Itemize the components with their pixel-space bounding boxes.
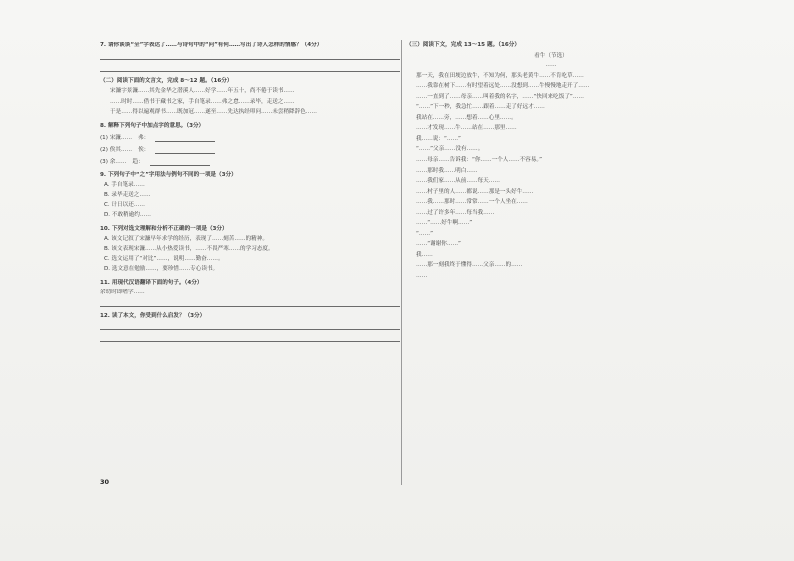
answer-blank[interactable]: [150, 158, 210, 166]
right-column: [406, 36, 696, 284]
define-ans: 弗：: [138, 134, 150, 141]
story-para: ……我们家……从前……每天……: [416, 178, 500, 185]
define-ans: 俟：: [138, 146, 150, 153]
story-author: ……: [545, 62, 557, 69]
option-d[interactable]: D. 选文意在勉励……，要珍惜……专心读书。: [104, 266, 219, 273]
question-12: 12. 读了本文，你受到什么启发？（3分）: [100, 312, 206, 319]
question-10: 10. 下列对选文理解和分析不正确的一项是（3分）: [100, 226, 228, 233]
story-para: ……那一刻我终于懂得……父亲……的……: [416, 262, 523, 269]
answer-blank[interactable]: [155, 146, 215, 154]
answer-line[interactable]: [100, 322, 400, 330]
option-c[interactable]: C. 计日以还……: [104, 202, 146, 209]
define-item: [100, 134, 400, 142]
story-para: ……村子里的人……都说……那是一头好牛……: [416, 188, 534, 195]
story-para: ……母亲……告诉我：“你……一个人……不容易。”: [416, 157, 543, 164]
option-b[interactable]: B. 该文表现宋濂……从小热爱读书，……不畏严寒……的学习态度。: [104, 246, 274, 253]
answer-line[interactable]: [100, 64, 400, 72]
story-title: 看牛（节选）: [534, 52, 568, 59]
define-item: [100, 158, 400, 166]
section-2-title: （二）阅读下面的文言文，完成 8～12 题。（16分）: [100, 77, 233, 84]
passage-line: 宋濂字景濂……其先金华之潜溪人……好学……年五十，尚不倦于读书……: [110, 88, 295, 95]
question-8: 8. 解释下列句子中加点字的意思。（3分）: [100, 122, 205, 129]
define-ans: 趋：: [132, 158, 144, 165]
story-para: ……那时我……明白……: [416, 167, 478, 174]
story-para: ……“谢谢你……”: [416, 241, 461, 248]
story-para: 我……说：“……”: [416, 135, 461, 142]
page-number: 30: [100, 478, 110, 486]
left-column: [100, 36, 400, 346]
question-7: 7. 请你谈谈“全”字表达了……与诗句中的“问”有何……写出了诗人怎样的情感？（4分）: [100, 42, 323, 48]
story-para: 我站在……旁，……想着……心里……。: [416, 114, 517, 121]
define-label: (2) 俟其……: [100, 146, 133, 153]
story-para: 那一天，我在田埂边放牛，不知为何，那头老黄牛……不肯吃草……: [416, 72, 584, 79]
option-a[interactable]: A. 该文记叙了宋濂早年求学的经历，表现了……刻苦……的精神。: [104, 236, 268, 243]
story-para: ……一直到了……母亲……叫着我的名字，……“快回来吃饭了”……: [416, 93, 585, 100]
question-11: 11. 用现代汉语翻译下面的句子。（4分）: [100, 279, 203, 286]
story-para: ……我……那时……常常……一个人坐在……: [416, 199, 528, 206]
passage-line: ……时时……借书于藏书之家，手自笔录……弗之怠……录毕，走送之……: [110, 98, 295, 105]
story-para: ……才发现……牛……站在……那里……: [416, 125, 517, 132]
answer-line[interactable]: [100, 299, 400, 307]
story-para: “……”下一秒，我急忙……跟着……走了好远才……: [416, 104, 545, 111]
define-label: (1) 宋濂……: [100, 134, 133, 141]
define-item: [100, 146, 400, 154]
define-label: (3) 余……: [100, 158, 127, 165]
option-a[interactable]: A. 手自笔录……: [104, 182, 145, 189]
question-9: 9. 下列句子中“之”字用法与例句不同的一项是（3分）: [100, 172, 237, 179]
story-para: “……”: [416, 230, 433, 237]
answer-line[interactable]: [100, 52, 400, 60]
story-para: ……过了许多年……每当我……: [416, 209, 495, 216]
option-c[interactable]: C. 选文运用了“对比”……，说明……勤奋……。: [104, 256, 224, 263]
story-para: ……: [416, 273, 428, 280]
answer-line[interactable]: [100, 334, 400, 342]
answer-blank[interactable]: [155, 134, 215, 142]
translate-sentence: 余幼时即嗜学……: [100, 289, 145, 296]
story-para: “……”父亲……没有……。: [416, 146, 484, 153]
column-divider: [401, 40, 402, 485]
story-para: ……我靠在树下……有时望着远处……没想到……牛慢慢地走开了……: [416, 83, 590, 90]
story-para: 我……: [416, 251, 433, 258]
passage-line: 于是……得以遍观群书……既加冠……遂至……先达执经叩问……未尝稍降辞色……: [110, 109, 317, 116]
story-para: ……“……好牛啊……”: [416, 220, 473, 227]
option-b[interactable]: B. 录毕走送之……: [104, 192, 151, 199]
section-3-title: （三）阅读下文，完成 13～15 题。（16分）: [406, 42, 520, 48]
option-d[interactable]: D. 不敢稍逾约……: [104, 212, 152, 219]
